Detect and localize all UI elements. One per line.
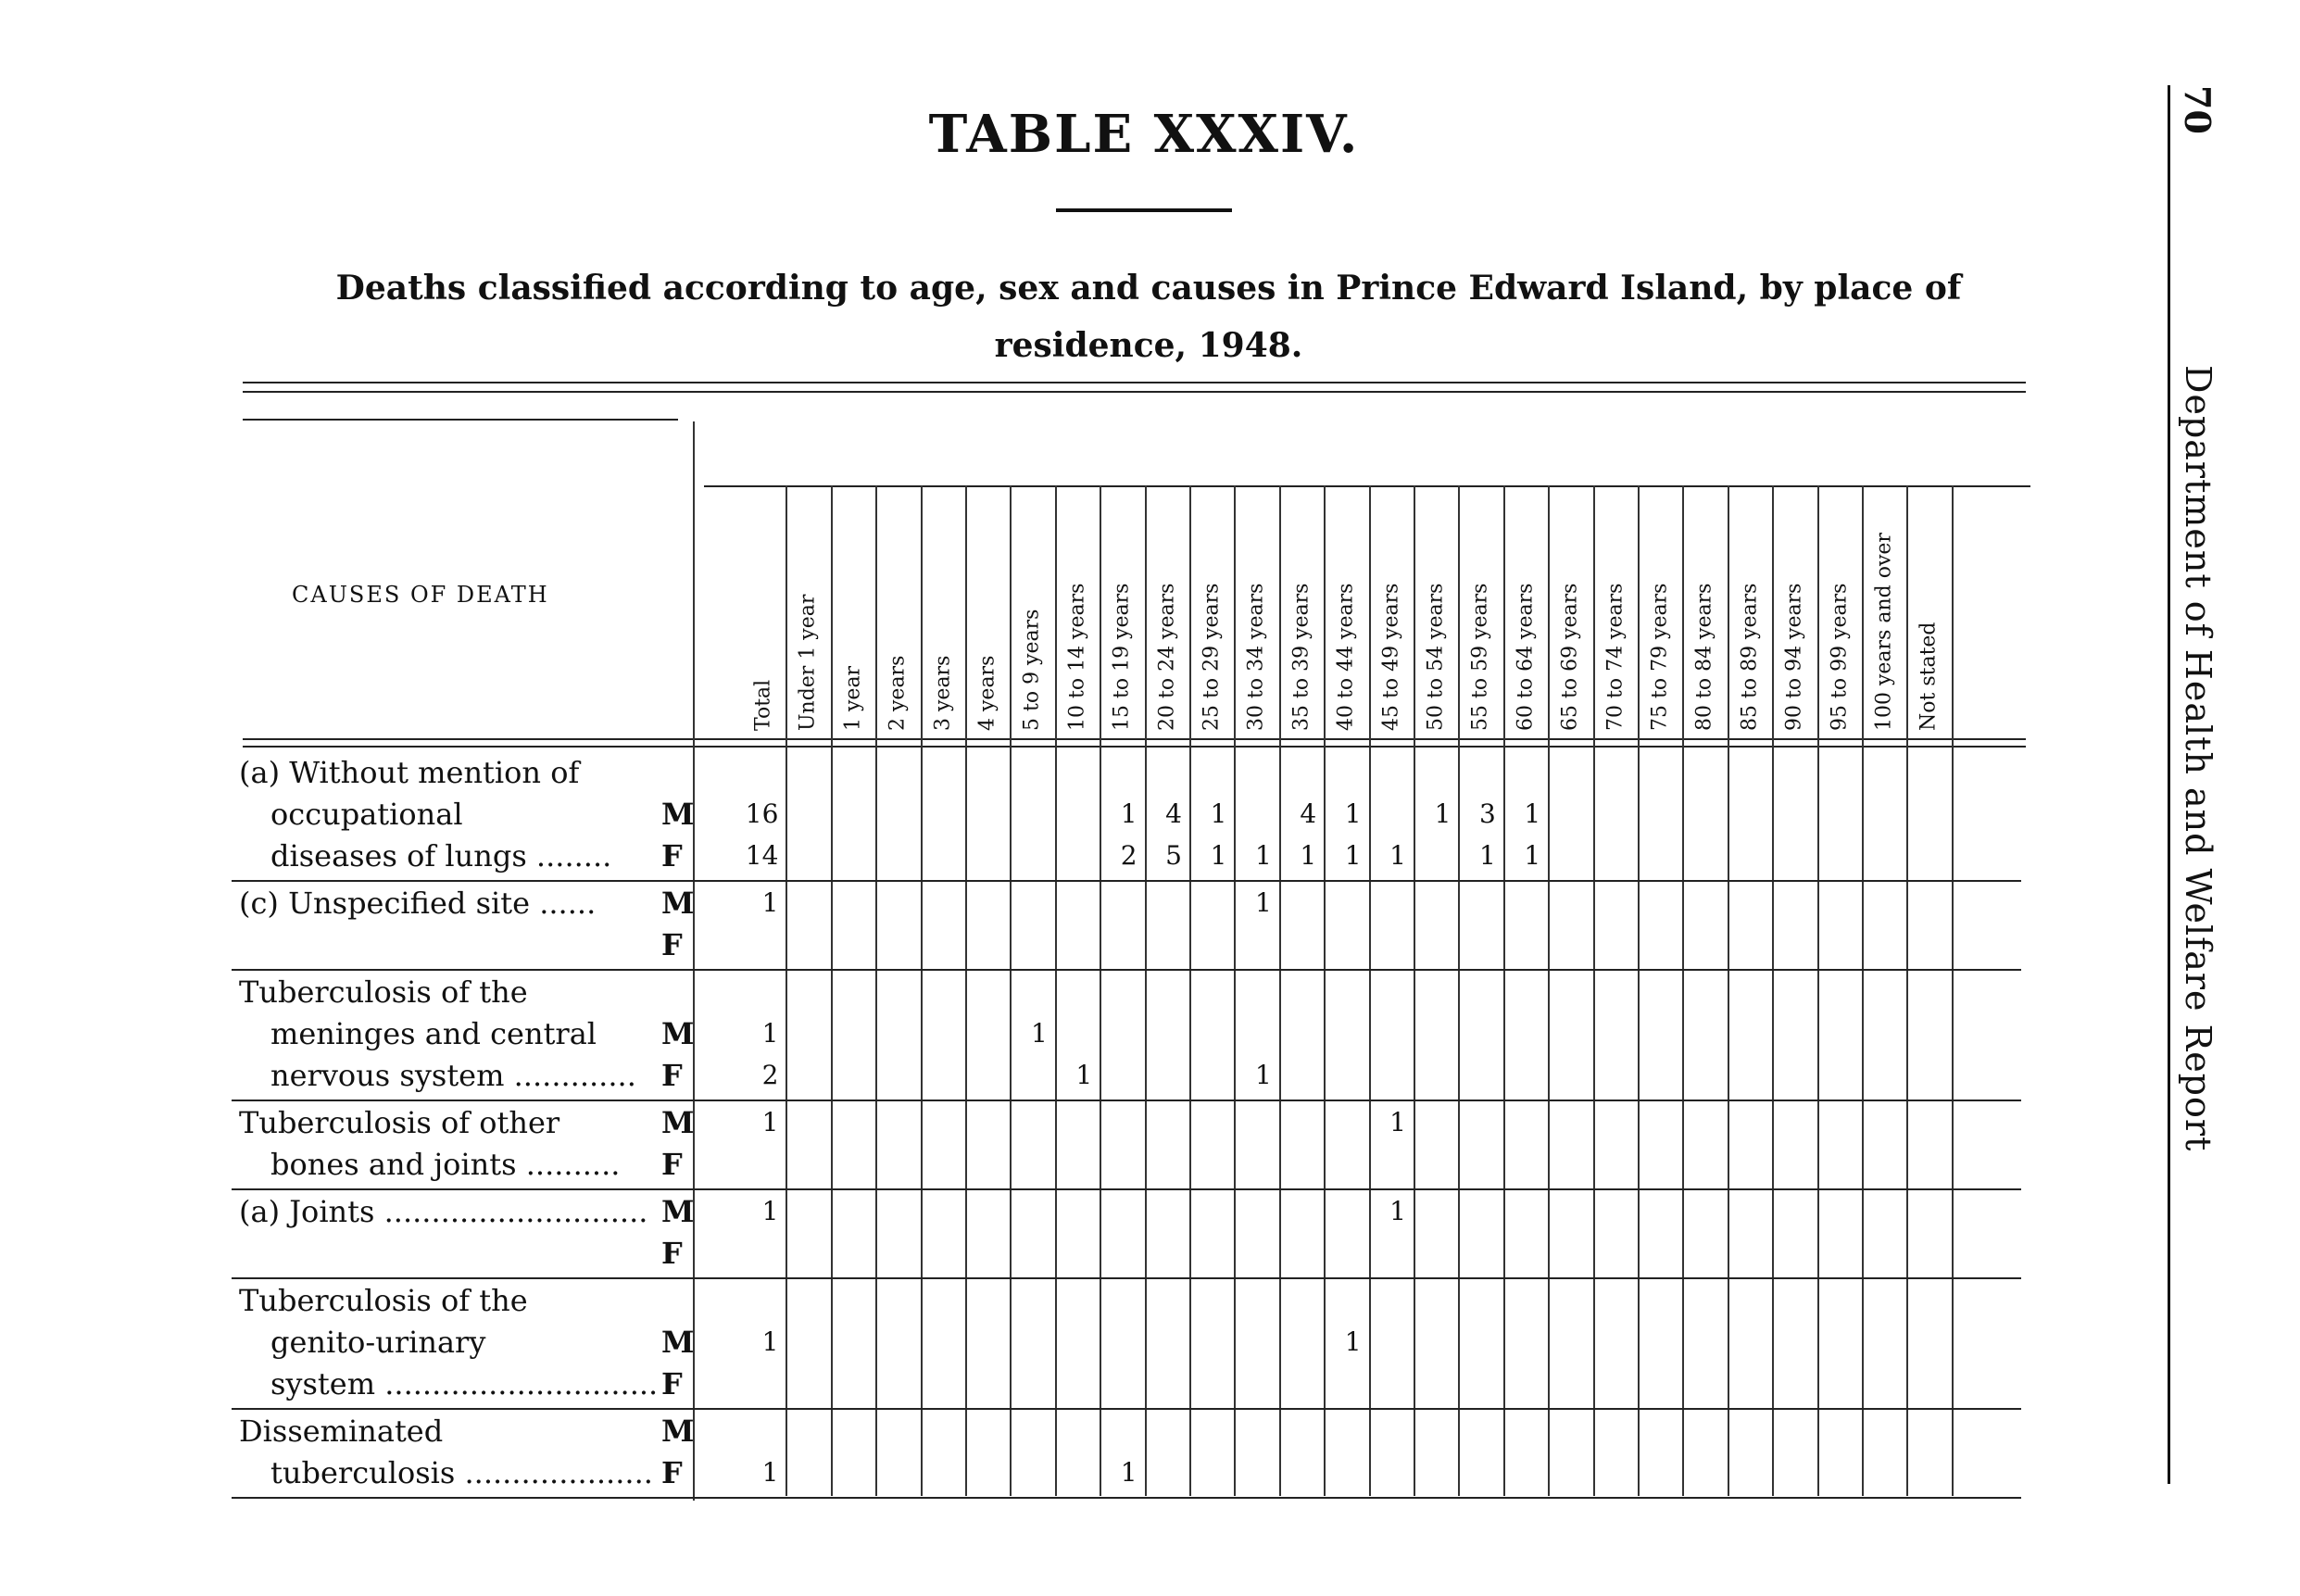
data-cell: 4 bbox=[1165, 798, 1182, 829]
group-rule bbox=[232, 1497, 2021, 1499]
data-cell: 16 bbox=[745, 798, 779, 829]
column-divider bbox=[875, 485, 877, 1496]
column-header: 2 years bbox=[886, 655, 910, 731]
column-header: Under 1 year bbox=[796, 594, 820, 731]
page-number: 70 bbox=[2177, 85, 2218, 134]
column-header: 4 years bbox=[975, 655, 999, 731]
data-cell: 14 bbox=[745, 840, 779, 871]
column-divider bbox=[1817, 485, 1819, 1496]
subtitle-line-2: residence, 1948. bbox=[994, 326, 1303, 365]
data-cell: 2 bbox=[1120, 840, 1137, 871]
column-header: 50 to 54 years bbox=[1424, 583, 1448, 731]
data-cell: 1 bbox=[1120, 1457, 1137, 1488]
data-cell: 1 bbox=[1344, 840, 1362, 871]
column-divider bbox=[1862, 485, 1864, 1496]
cause-label-line: meninges and central bbox=[270, 1016, 597, 1051]
data-cell: 1 bbox=[761, 1457, 779, 1488]
sex-marker: F bbox=[661, 1236, 683, 1271]
column-header: 20 to 24 years bbox=[1155, 583, 1179, 731]
column-header: 15 to 19 years bbox=[1110, 583, 1134, 731]
column-divider bbox=[831, 485, 833, 1496]
data-cell: 1 bbox=[1254, 840, 1272, 871]
cause-label-line: (a) Joints ............................ bbox=[239, 1194, 648, 1229]
causes-header: CAUSES OF DEATH bbox=[292, 582, 549, 608]
group-rule bbox=[232, 969, 2021, 971]
sex-marker: F bbox=[661, 838, 683, 873]
data-cell: 3 bbox=[1478, 798, 1496, 829]
cause-label-line: Tuberculosis of the bbox=[239, 1283, 528, 1318]
cause-label-line: nervous system ............. bbox=[270, 1058, 636, 1093]
sex-marker: M bbox=[661, 1325, 695, 1360]
sex-marker: F bbox=[661, 1147, 683, 1182]
column-divider bbox=[1414, 485, 1415, 1496]
data-cell: 1 bbox=[1344, 798, 1362, 829]
sex-marker: F bbox=[661, 1366, 683, 1401]
data-cell: 4 bbox=[1300, 798, 1317, 829]
column-divider bbox=[1100, 485, 1101, 1496]
data-cell: 1 bbox=[761, 887, 779, 918]
column-divider bbox=[1010, 485, 1012, 1496]
column-header: 1 year bbox=[841, 665, 865, 731]
sex-marker: M bbox=[661, 886, 695, 921]
data-cell: 1 bbox=[1120, 798, 1137, 829]
column-divider bbox=[786, 485, 787, 1496]
data-cell: 1 bbox=[1300, 840, 1317, 871]
column-divider bbox=[1458, 485, 1460, 1496]
cause-label-line: bones and joints .......... bbox=[270, 1147, 621, 1182]
cause-label-line: tuberculosis .................... bbox=[270, 1455, 653, 1490]
column-divider bbox=[1369, 485, 1371, 1496]
column-header: 85 to 89 years bbox=[1738, 583, 1762, 731]
column-header: Total bbox=[751, 679, 775, 731]
group-rule bbox=[232, 1188, 2021, 1190]
data-cell: 1 bbox=[1434, 798, 1452, 829]
column-divider bbox=[921, 485, 923, 1496]
column-header: 3 years bbox=[931, 655, 955, 731]
table-top-rule-2 bbox=[243, 391, 2026, 393]
sex-marker: F bbox=[661, 1455, 683, 1490]
column-header: 100 years and over bbox=[1872, 533, 1896, 731]
column-header: 5 to 9 years bbox=[1020, 609, 1044, 731]
data-cell: 1 bbox=[1344, 1326, 1362, 1357]
data-cell: 1 bbox=[1254, 887, 1272, 918]
sex-marker: M bbox=[661, 1194, 695, 1229]
column-header: 35 to 39 years bbox=[1289, 583, 1313, 731]
data-cell: 1 bbox=[1210, 798, 1227, 829]
cause-label-line: occupational bbox=[270, 797, 463, 832]
data-cell: 1 bbox=[1075, 1060, 1093, 1090]
column-divider bbox=[1548, 485, 1550, 1496]
table-top-rule bbox=[243, 382, 2026, 383]
column-divider bbox=[1055, 485, 1057, 1496]
column-header: 70 to 74 years bbox=[1603, 583, 1628, 731]
group-rule bbox=[232, 1277, 2021, 1279]
column-divider bbox=[1145, 485, 1147, 1496]
data-cell: 2 bbox=[761, 1060, 779, 1090]
running-header-title: Department of Health and Welfare Report bbox=[2178, 365, 2218, 1152]
cause-label-line: diseases of lungs ........ bbox=[270, 838, 612, 873]
group-rule bbox=[232, 880, 2021, 882]
column-divider bbox=[1503, 485, 1505, 1496]
column-divider bbox=[1279, 485, 1281, 1496]
data-cell: 1 bbox=[761, 1018, 779, 1049]
column-header: 75 to 79 years bbox=[1648, 583, 1672, 731]
sex-marker: M bbox=[661, 1414, 695, 1449]
cause-label-line: system ............................. bbox=[270, 1366, 659, 1401]
sex-marker: M bbox=[661, 797, 695, 832]
group-rule bbox=[232, 1408, 2021, 1410]
data-cell: 1 bbox=[1389, 1107, 1406, 1137]
column-divider bbox=[1638, 485, 1640, 1496]
cause-label-line: Disseminated bbox=[239, 1414, 444, 1449]
data-cell: 1 bbox=[1478, 840, 1496, 871]
subtitle-line-1: Deaths classified according to age, sex and causes in Prince Edward Island, by place of bbox=[335, 269, 1962, 308]
column-header: 55 to 59 years bbox=[1468, 583, 1492, 731]
column-divider bbox=[1728, 485, 1729, 1496]
data-cell: 5 bbox=[1165, 840, 1182, 871]
column-divider bbox=[1952, 485, 1954, 1496]
column-header: 40 to 44 years bbox=[1334, 583, 1358, 731]
data-cell: 1 bbox=[1524, 840, 1541, 871]
column-header: 80 to 84 years bbox=[1692, 583, 1716, 731]
data-cell: 1 bbox=[761, 1196, 779, 1226]
table-head-rule bbox=[243, 419, 678, 421]
column-header: Not stated bbox=[1917, 622, 1941, 731]
page-title: TABLE XXXIV. bbox=[928, 104, 1360, 165]
column-divider bbox=[1189, 485, 1191, 1496]
column-header: 45 to 49 years bbox=[1379, 583, 1403, 731]
group-rule bbox=[232, 1100, 2021, 1101]
column-divider bbox=[1234, 485, 1236, 1496]
sex-marker: F bbox=[661, 1058, 683, 1093]
column-divider bbox=[965, 485, 967, 1496]
column-header-top-rule bbox=[704, 485, 2030, 487]
data-cell: 1 bbox=[761, 1107, 779, 1137]
data-cell: 1 bbox=[761, 1326, 779, 1357]
sex-marker: F bbox=[661, 927, 683, 962]
data-cell: 1 bbox=[1254, 1060, 1272, 1090]
column-header: 10 to 14 years bbox=[1065, 583, 1089, 731]
column-divider bbox=[1682, 485, 1684, 1496]
data-cell: 1 bbox=[1524, 798, 1541, 829]
column-header: 30 to 34 years bbox=[1244, 583, 1268, 731]
sex-marker: M bbox=[661, 1105, 695, 1140]
column-header: 60 to 64 years bbox=[1514, 583, 1538, 731]
sex-marker: M bbox=[661, 1016, 695, 1051]
cause-label-line: genito-urinary bbox=[270, 1325, 486, 1360]
column-divider bbox=[1593, 485, 1595, 1496]
column-header: 65 to 69 years bbox=[1558, 583, 1582, 731]
cause-label-line: Tuberculosis of the bbox=[239, 974, 528, 1010]
column-divider bbox=[1906, 485, 1908, 1496]
data-cell: 1 bbox=[1389, 1196, 1406, 1226]
cause-label-line: Tuberculosis of other bbox=[239, 1105, 560, 1140]
data-cell: 1 bbox=[1389, 840, 1406, 871]
column-header: 95 to 99 years bbox=[1828, 583, 1852, 731]
cause-label-line: (a) Without mention of bbox=[239, 755, 580, 790]
column-divider bbox=[1772, 485, 1774, 1496]
header-bottom-rule bbox=[243, 738, 2026, 740]
column-header: 90 to 94 years bbox=[1782, 583, 1806, 731]
data-cell: 1 bbox=[1030, 1018, 1048, 1049]
cause-label-line: (c) Unspecified site ...... bbox=[239, 886, 597, 921]
column-header: 25 to 29 years bbox=[1200, 583, 1224, 731]
header-bottom-rule-2 bbox=[243, 746, 2026, 748]
data-cell: 1 bbox=[1210, 840, 1227, 871]
